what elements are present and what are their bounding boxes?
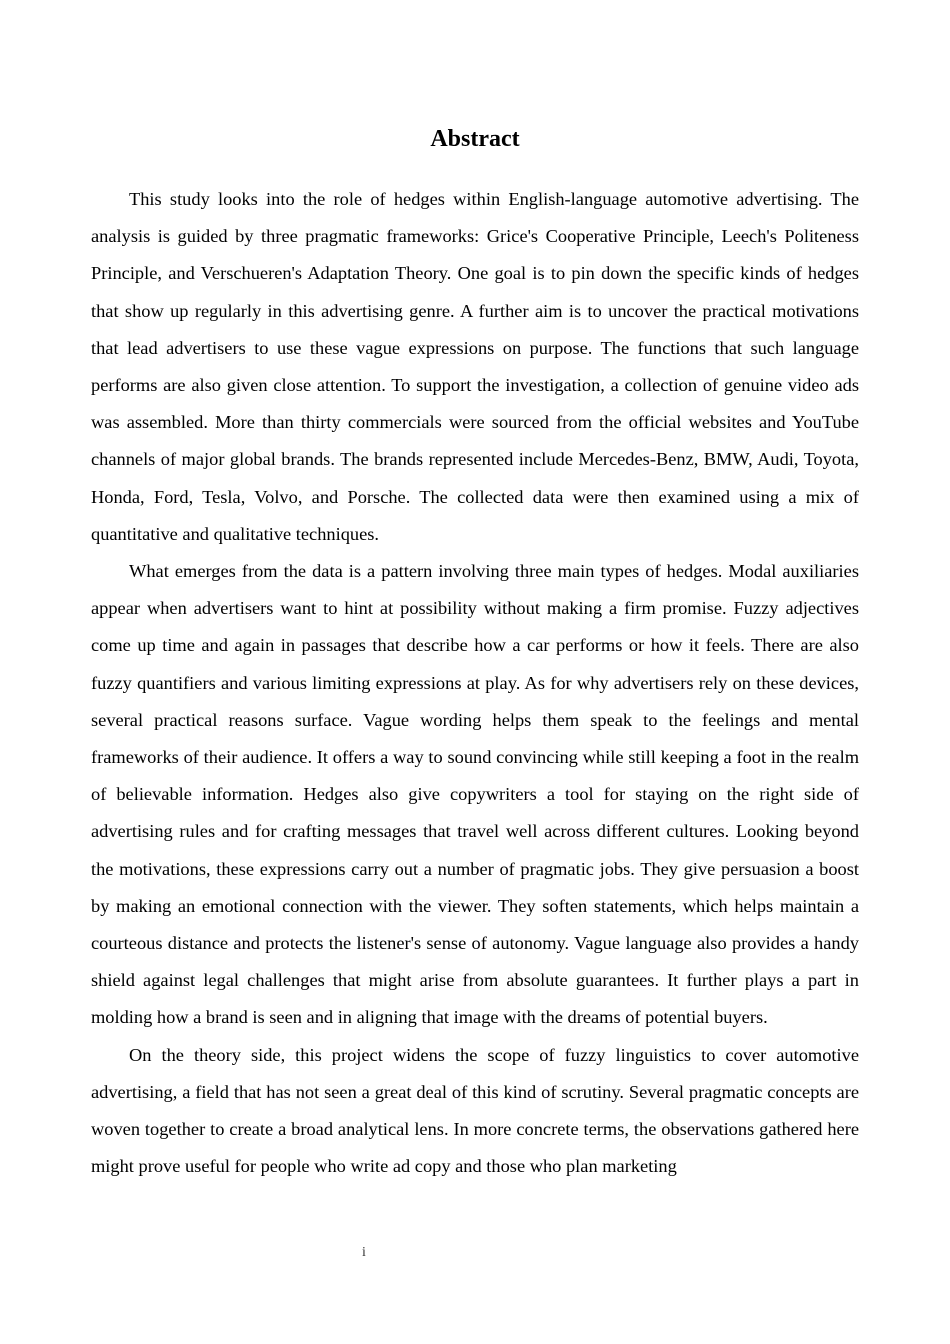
page-number: i <box>362 1245 366 1260</box>
paragraph-3: On the theory side, this project widens the scope of fuzzy linguistics to cover automotive advertising, a field that has not seen a great deal of this kind of scrutiny. Several pragmatic concepts are woven together to create a broad analytical lens. In more concrete terms, the observations gathered here might prove useful for people who write ad copy and those who plan marketing <box>91 1044 859 1177</box>
abstract-body <box>91 181 859 1185</box>
paragraph-2: What emerges from the data is a pattern involving three main types of hedges. Modal auxiliaries appear when advertisers want to hint at possibility without making a firm promise. Fuzzy adjectives come up time and again in passages that describe how a car performs or how it feels. There are also fuzzy quantifiers and various limiting expressions at play. As for why advertisers rely on these devices, several practical reasons surface. Vague wording helps them speak to the feelings and mental frameworks of their audience. It offers a way to sound convincing while still keeping a foot in the realm of believable information. Hedges also give copywriters a tool for staying on the right side of advertising rules and for crafting messages that travel well across different cultures. Looking beyond the motivations, these expressions carry out a number of pragmatic jobs. They give persuasion a boost by making an emotional connection with the viewer. They soften statements, which helps maintain a courteous distance and protects the listener's sense of autonomy. Vague language also provides a handy shield against legal challenges that might arise from absolute guarantees. It further plays a part in molding how a brand is seen and in aligning that image with the dreams of potential buyers. <box>91 561 859 1028</box>
page-title: Abstract <box>430 126 520 152</box>
paragraph-1: This study looks into the role of hedges within English-language automotive advertising. The analysis is guided by three pragmatic frameworks: Grice's Cooperative Principle, Leech's Politeness Principle, and Verschueren's Adaptation Theory. One goal is to pin down the specific kinds of hedges that show up regularly in this advertising genre. A further aim is to uncover the practical motivations that lead advertisers to use these vague expressions on purpose. The functions that such language performs are also given close attention. To support the investigation, a collection of genuine video ads was assembled. More than thirty commercials were sourced from the official websites and YouTube channels of major global brands. The brands represented include Mercedes-Benz, BMW, Audi, Toyota, Honda, Ford, Tesla, Volvo, and Porsche. The collected data were then examined using a mix of quantitative and qualitative techniques. <box>91 189 859 544</box>
